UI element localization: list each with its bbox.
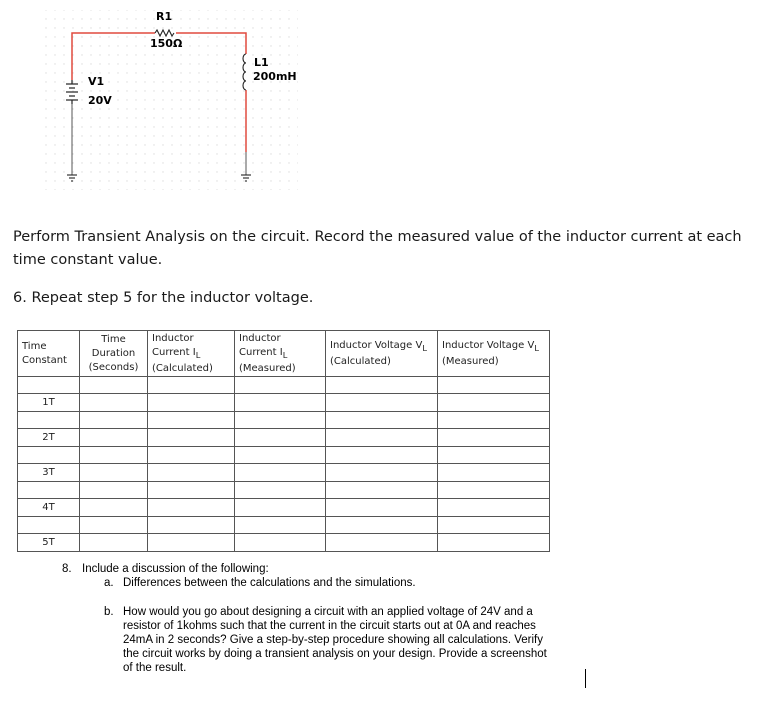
table-cell[interactable] [148,429,235,447]
header-time-duration: Time Duration (Seconds) [80,331,148,377]
header-inductor-voltage-measured: Inductor Voltage $V_L$ (Measured) [438,331,550,377]
table-cell[interactable] [80,499,148,517]
table-spacer-row [18,377,550,394]
question-8-intro: Include a discussion of the following: [82,563,269,575]
item-b-marker: b. [104,606,114,618]
item-b-text: How would you go about designing a circuit with an applied voltage of 24V and a resistor of 1kohms such that the current in the circuit starts out at 0A and reaches 24mA in 2 seconds? Give a step-by-step procedure showing all calculations. Verify the circuit works by doing a transient analysis on your design. Provide a screenshot of the result. [123,606,547,674]
text-cursor [585,669,586,688]
table-cell[interactable] [235,499,326,517]
table-cell[interactable] [326,464,438,482]
resistor-value: 150Ω [150,37,183,50]
table-row [18,499,550,517]
results-table [17,330,550,552]
row-label-4t: 4T [18,499,80,517]
table-cell[interactable] [148,499,235,517]
table-header-row [18,331,550,377]
table-spacer-row [18,447,550,464]
table-cell[interactable] [80,534,148,552]
table-cell[interactable] [80,464,148,482]
table-cell[interactable] [235,534,326,552]
table-cell[interactable] [438,429,550,447]
table-cell[interactable] [235,394,326,412]
table-cell[interactable] [80,394,148,412]
resistor-name: R1 [156,10,173,23]
table-cell[interactable] [438,499,550,517]
table-cell[interactable] [438,464,550,482]
table-row [18,394,550,412]
header-inductor-voltage-calculated: Inductor Voltage $V_L$ (Calculated) [326,331,438,377]
instruction-paragraph: Perform Transient Analysis on the circuit. Record the measured value of the inductor current at each time constant value. [13,229,742,268]
table-cell[interactable] [326,394,438,412]
item-a-marker: a. [104,577,114,589]
battery-symbol [66,80,78,104]
table-cell[interactable] [438,394,550,412]
item-a-text: Differences between the calculations and the simulations. [123,577,416,589]
question-8-number: 8. [62,563,72,575]
row-label-5t: 5T [18,534,80,552]
table-row [18,534,550,552]
table-cell[interactable] [438,534,550,552]
header-time-constant: Time Constant [18,331,80,377]
step-6-text: 6. Repeat step 5 for the inductor voltage. [13,290,314,306]
source-name: V1 [88,75,105,88]
circuit-schematic [0,0,320,200]
row-label-2t: 2T [18,429,80,447]
table-spacer-row [18,517,550,534]
inductor-value: 200mH [253,70,297,83]
source-value: 20V [88,94,112,107]
row-label-1t: 1T [18,394,80,412]
table-cell[interactable] [148,464,235,482]
table-row [18,429,550,447]
table-cell[interactable] [80,429,148,447]
table-spacer-row [18,412,550,429]
row-label-3t: 3T [18,464,80,482]
header-inductor-current-measured: Inductor Current $I_L$ (Measured) [235,331,326,377]
inductor-name: L1 [254,56,269,69]
table-cell[interactable] [326,429,438,447]
table-cell[interactable] [148,394,235,412]
table-cell[interactable] [326,534,438,552]
table-row [18,464,550,482]
table-spacer-row [18,482,550,499]
table-cell[interactable] [148,534,235,552]
header-inductor-current-calculated: Inductor Current $I_L$ (Calculated) [148,331,235,377]
table-cell[interactable] [326,499,438,517]
table-cell[interactable] [235,429,326,447]
table-cell[interactable] [235,464,326,482]
